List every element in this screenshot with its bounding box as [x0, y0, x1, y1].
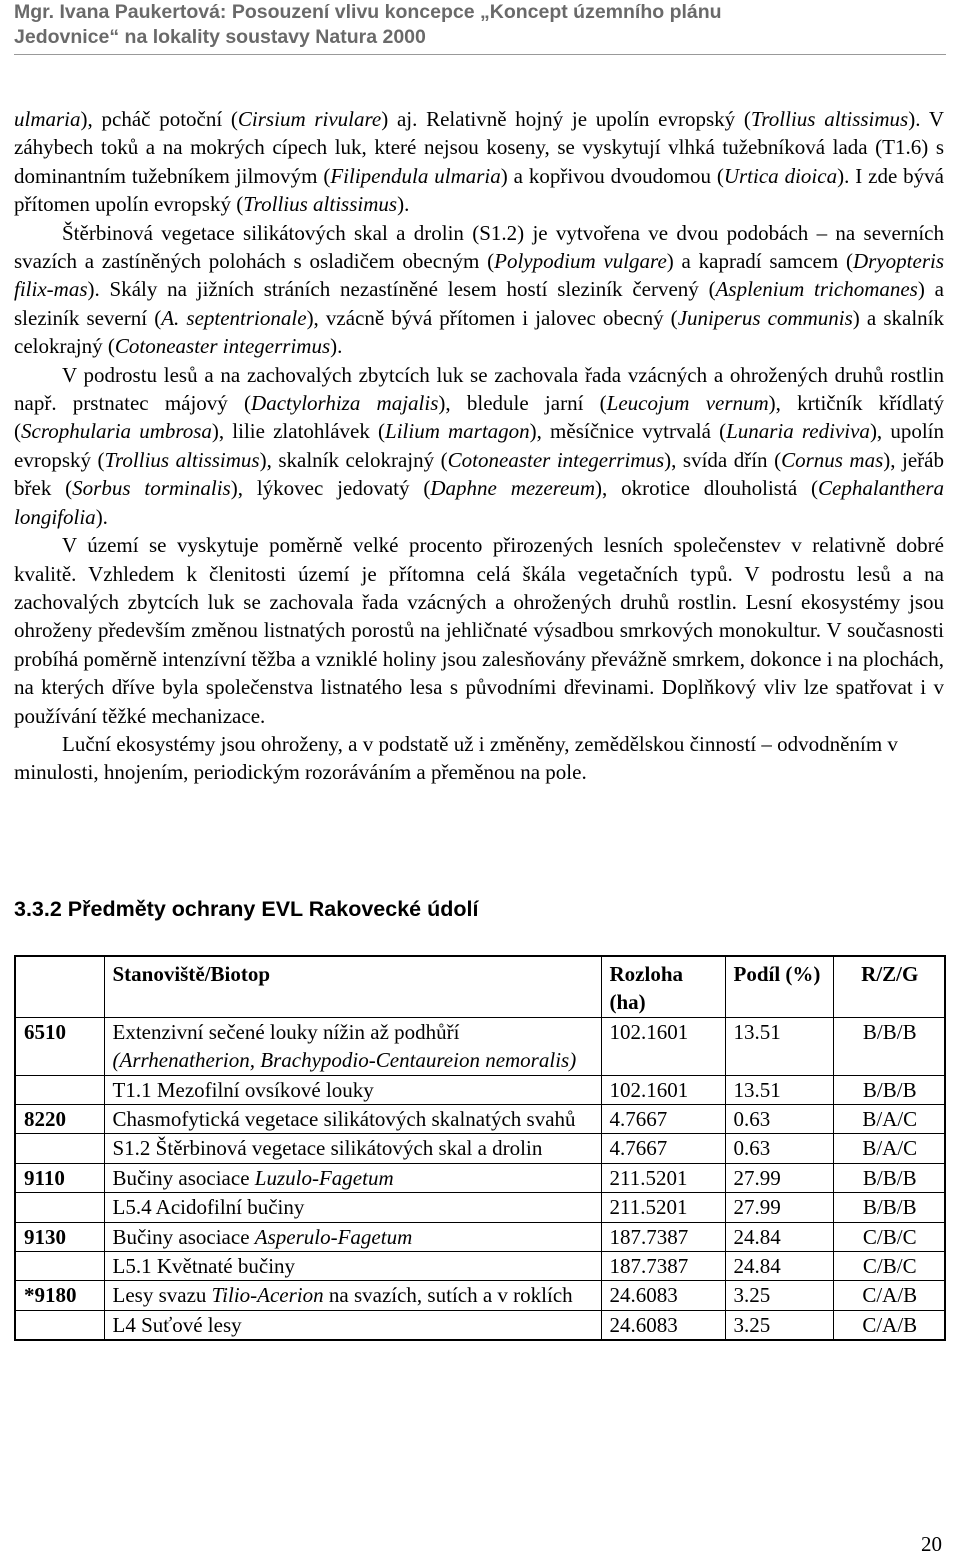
- latin-name: Trollius altissimus: [104, 447, 260, 472]
- latin-name: Sorbus torminalis: [72, 476, 231, 501]
- habitat-text: na svazích, sutích a v roklích: [323, 1283, 573, 1308]
- habitat-table: [14, 955, 946, 1341]
- cell-code: 9110: [15, 1163, 104, 1192]
- latin-name: Leucojum vernum: [606, 391, 769, 416]
- cell-habitat: [104, 1163, 601, 1192]
- table-row: [15, 1105, 945, 1134]
- cell-share: 0.63: [725, 1105, 833, 1134]
- text-run: ). V záhybech toků a na mokrých cípech luk, které nejsou koseny, se vyskytují vlhká tužebníková lada (T1.6) s dominantním tužebníkem jilmovým (: [14, 107, 944, 188]
- cell-habitat: [104, 1310, 601, 1340]
- section-heading: 3.3.2 Předměty ochrany EVL Rakovecké údolí: [14, 897, 479, 921]
- text-run: ), skalník celokrajný (: [259, 447, 448, 472]
- latin-name: ulmaria: [14, 107, 81, 131]
- text-run: ). I zde bývá přítomen upolín evropský (: [14, 163, 944, 217]
- cell-area: 211.5201: [601, 1163, 725, 1192]
- cell-code: [15, 1193, 104, 1222]
- text-run: ), lilie zlatohlávek (: [211, 419, 386, 444]
- latin-name: Asplenium trichomanes: [715, 277, 918, 302]
- latin-name: Cotoneaster integerrimus: [447, 447, 665, 472]
- latin-name: Urtica dioica: [723, 163, 838, 188]
- text-run: ), upolín evropský (: [14, 419, 944, 472]
- cell-habitat: [104, 1222, 601, 1251]
- latin-name: Trollius altissimus: [243, 192, 398, 217]
- text-run: ).: [397, 192, 410, 217]
- header-line-2: Jedovnice“ na lokality soustavy Natura 2000: [14, 26, 426, 48]
- text-run: ), okrotice dlouholistá (: [595, 476, 818, 501]
- cell-habitat: [104, 1193, 601, 1222]
- cell-area: 187.7387: [601, 1252, 725, 1281]
- cell-code: 6510: [15, 1017, 104, 1075]
- latin-name: Cirsium rivulare: [237, 107, 382, 131]
- latin-name: Juniperus communis: [677, 305, 853, 330]
- text-run: ), měsíčnice vytrvalá (: [529, 419, 727, 444]
- paragraph-3: [14, 361, 944, 531]
- cell-share: 27.99: [725, 1193, 833, 1222]
- text-run: ), bledule jarní (: [438, 391, 607, 416]
- habitat-text: L5.4 Acidofilní bučiny: [112, 1195, 305, 1220]
- cell-habitat: [104, 1252, 601, 1281]
- cell-habitat: [104, 1281, 601, 1310]
- text-run: ) a kapradí samcem (: [666, 249, 853, 274]
- text-run: ) aj. Relativně hojný je upolín evropský (: [381, 107, 751, 131]
- text-run: ), svída dřín (: [664, 447, 782, 472]
- header-share: Podíl (%): [725, 956, 833, 1017]
- table-header-row: [15, 956, 945, 1017]
- page-number: 20: [921, 1532, 942, 1556]
- cell-rzg: C/A/B: [833, 1281, 945, 1310]
- habitat-latin: (Arrhenatherion, Brachypodio-Centaureion nemoralis): [112, 1048, 577, 1073]
- cell-share: 13.51: [725, 1017, 833, 1075]
- cell-area: 24.6083: [601, 1281, 725, 1310]
- text-run: ), jeřáb břek (: [14, 447, 944, 501]
- cell-share: 13.51: [725, 1075, 833, 1104]
- cell-rzg: B/A/C: [833, 1134, 945, 1163]
- cell-share: 24.84: [725, 1222, 833, 1251]
- habitat-text: Extenzivní sečené louky nížin až podhůří: [112, 1019, 460, 1044]
- cell-code: [15, 1310, 104, 1340]
- cell-share: 3.25: [725, 1281, 833, 1310]
- cell-rzg: B/B/B: [833, 1163, 945, 1192]
- latin-name: Cotoneaster integerrimus: [114, 334, 331, 359]
- latin-name: Cornus mas: [781, 447, 884, 472]
- cell-rzg: C/B/C: [833, 1222, 945, 1251]
- header-area: Rozloha (ha): [601, 956, 725, 1017]
- cell-rzg: B/A/C: [833, 1105, 945, 1134]
- habitat-latin: Tilio-Acerion: [211, 1283, 324, 1308]
- cell-area: 4.7667: [601, 1134, 725, 1163]
- running-header: [14, 0, 944, 50]
- header-code: [15, 956, 104, 1017]
- latin-name: Daphne mezereum: [430, 476, 596, 501]
- habitat-text: L5.1 Květnaté bučiny: [112, 1254, 296, 1279]
- table-row: [15, 1252, 945, 1281]
- latin-name: Cephalanthera longifolia: [14, 476, 944, 529]
- cell-area: 102.1601: [601, 1075, 725, 1104]
- latin-name: Filipendula ulmaria: [330, 163, 501, 188]
- latin-name: Dryopteris filix-mas: [14, 249, 944, 302]
- latin-name: Lilium martagon: [385, 419, 530, 444]
- cell-area: 24.6083: [601, 1310, 725, 1340]
- cell-share: 24.84: [725, 1252, 833, 1281]
- text-run: ), pcháč potoční (: [80, 107, 238, 131]
- habitat-text: Lesy svazu: [112, 1283, 212, 1308]
- table-row: [15, 1134, 945, 1163]
- latin-name: Dactylorhiza majalis: [251, 391, 439, 416]
- text-run: ) a skalník celokrajný (: [14, 305, 945, 359]
- latin-name: Polypodium vulgare: [494, 249, 667, 274]
- table-row: [15, 1163, 945, 1192]
- text-run: Štěrbinová vegetace silikátových skal a drolin (S1.2) je vytvořena ve dvou podobách – na severních svazích a zastíněných polohách s osladičem obecným (: [14, 220, 944, 274]
- header-habitat: Stanoviště/Biotop: [104, 956, 601, 1017]
- cell-rzg: B/B/B: [833, 1193, 945, 1222]
- latin-name: Lunaria rediviva: [726, 419, 870, 444]
- habitat-text: Bučiny asociace: [112, 1224, 255, 1249]
- cell-code: [15, 1134, 104, 1163]
- text-run: ).: [330, 334, 343, 359]
- cell-habitat: [104, 1134, 601, 1163]
- cell-code: 8220: [15, 1105, 104, 1134]
- cell-code: [15, 1075, 104, 1104]
- header-divider: [14, 54, 946, 55]
- text-run: ).: [95, 504, 108, 529]
- header-line-1: Mgr. Ivana Paukertová: Posouzení vlivu koncepce „Koncept územního plánu: [14, 1, 722, 23]
- latin-name: Trollius altissimus: [750, 107, 909, 131]
- header-rzg: R/Z/G: [833, 956, 945, 1017]
- text-run: ). Skály na jižních stráních nezastíněné lesem hostí sleziník červený (: [87, 277, 716, 302]
- cell-share: 27.99: [725, 1163, 833, 1192]
- habitat-latin: Asperulo-Fagetum: [254, 1224, 413, 1249]
- cell-code: [15, 1252, 104, 1281]
- cell-habitat: [104, 1075, 601, 1104]
- cell-code: *9180: [15, 1281, 104, 1310]
- text-run: ) a kopřivou dvoudomou (: [500, 163, 724, 188]
- habitat-text: Bučiny asociace: [112, 1165, 255, 1190]
- text-run: V podrostu lesů a na zachovalých zbytcích luk se zachovala řada vzácných a ohrožených druhů rostlin např. prstnatec májový (: [14, 362, 944, 416]
- cell-rzg: B/B/B: [833, 1075, 945, 1104]
- habitat-text: Chasmofytická vegetace silikátových skalnatých svahů: [112, 1107, 576, 1132]
- cell-habitat: [104, 1105, 601, 1134]
- cell-rzg: C/A/B: [833, 1310, 945, 1340]
- paragraph-2: [14, 219, 944, 361]
- cell-share: 0.63: [725, 1134, 833, 1163]
- cell-area: 187.7387: [601, 1222, 725, 1251]
- table-row: [15, 1075, 945, 1104]
- text-run: ), vzácně bývá přítomen i jalovec obecný (: [306, 305, 678, 330]
- cell-code: 9130: [15, 1222, 104, 1251]
- table-row: [15, 1193, 945, 1222]
- habitat-text: T1.1 Mezofilní ovsíkové louky: [112, 1077, 374, 1102]
- paragraph-4: V území se vyskytuje poměrně velké procento přirozených lesních společenstev v relativně dobré kvalitě. Vzhledem k členitosti území je přítomna celá škála vegetačních typů. V podrostu lesů a na zachovalých zbytcích luk se zachovala řada vzácných a ohrožených druhů rostlin. Lesní ekosystémy jsou ohroženy především změnou listnatých porostů na jehličnaté výsadbou smrkových monokultur. V současnosti probíhá poměrně intenzívní těžba a vzniklé holiny jsou zalesňovány převážně smrkem, dokonce i na plochách, na kterých dříve byla společenstva listnatého lesa s původními dřevinami. Doplňkový vliv lze spatřovat i v používání těžké mechanizace.: [14, 533, 944, 728]
- cell-rzg: C/B/C: [833, 1252, 945, 1281]
- text-run: ), krtičník křídlatý (: [14, 391, 945, 444]
- cell-area: 211.5201: [601, 1193, 725, 1222]
- habitat-text: L4 Suťové lesy: [112, 1312, 242, 1337]
- table-row: [15, 1017, 945, 1075]
- latin-name: Scrophularia umbrosa: [21, 419, 212, 444]
- table-row: [15, 1222, 945, 1251]
- body-text: [14, 105, 944, 787]
- cell-rzg: B/B/B: [833, 1017, 945, 1075]
- cell-area: 102.1601: [601, 1017, 725, 1075]
- text-run: ) a sleziník severní (: [14, 277, 944, 330]
- text-run: ), lýkovec jedovatý (: [230, 476, 431, 501]
- latin-name: A. septentrionale: [161, 305, 307, 330]
- table-row: [15, 1310, 945, 1340]
- cell-area: 4.7667: [601, 1105, 725, 1134]
- table-row: [15, 1281, 945, 1310]
- habitat-text: S1.2 Štěrbinová vegetace silikátových skal a drolin: [112, 1136, 543, 1161]
- cell-share: 3.25: [725, 1310, 833, 1340]
- paragraph-5: Luční ekosystémy jsou ohroženy, a v podstatě už i změněny, zemědělskou činností – odvodněním v minulosti, hnojením, periodickým rozoráváním a přeměnou na pole.: [14, 731, 898, 785]
- habitat-latin: Luzulo-Fagetum: [254, 1165, 394, 1190]
- paragraph-1: [14, 105, 944, 219]
- cell-habitat: [104, 1017, 601, 1075]
